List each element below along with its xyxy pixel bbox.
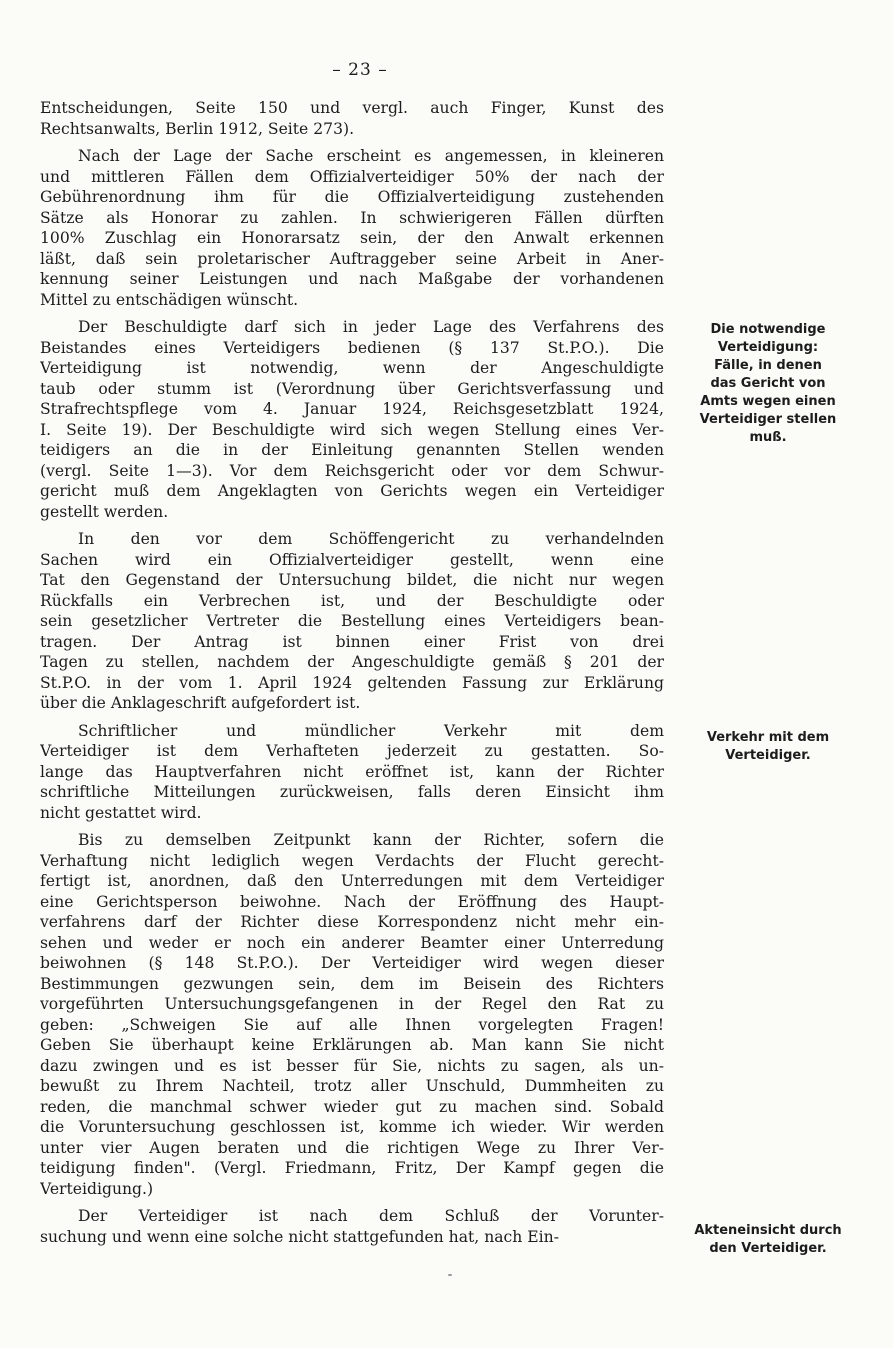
margin-note-line: Akteneinsicht durch xyxy=(694,1223,842,1238)
text-line: geben: „Schweigen Sie auf alle Ihnen vorgelegten Fragen! xyxy=(40,1015,664,1034)
text-line: Verteidiger ist dem Verhafteten jederzeit zu gestatten. So- xyxy=(40,742,664,760)
text-line: Entscheidungen, Seite 150 und vergl. auch Finger, Kunst des xyxy=(40,99,664,117)
text-line: Mittel zu entschädigen wünscht. xyxy=(40,290,299,309)
text-line: fertigt ist, anordnen, daß den Unterredungen mit dem Verteidiger xyxy=(40,872,664,890)
text-line: beiwohnen (§ 148 St.P.O.). Der Verteidiger wird wegen dieser xyxy=(40,954,664,972)
margin-note-line: das Gericht von xyxy=(710,376,826,391)
text-line: unter vier Augen beraten und die richtigen Wege zu Ihrer Ver- xyxy=(40,1138,664,1157)
text-line: St.P.O. in der vom 1. April 1924 geltenden Fassung zur Erklärung xyxy=(40,673,664,692)
text-line: Nach der Lage der Sache erscheint es angemessen, in kleineren xyxy=(78,147,664,165)
text-line: gestellt werden. xyxy=(40,502,169,521)
paragraph xyxy=(40,721,664,824)
margin-note-line: Verteidiger. xyxy=(725,748,811,763)
paragraph xyxy=(40,98,664,139)
text-line: teidigung finden". (Vergl. Friedmann, Fritz, Der Kampf gegen die xyxy=(40,1159,664,1177)
text-line: Tagen zu stellen, nachdem der Angeschuldigte gemäß § 201 der xyxy=(40,653,664,671)
text-line: vorgeführten Untersuchungsgefangenen in der Regel den Rat zu xyxy=(40,995,664,1013)
text-line: Bis zu demselben Zeitpunkt kann der Richter, sofern die xyxy=(78,831,664,849)
page-number: – 23 – xyxy=(332,60,388,80)
text-line: gericht muß dem Angeklagten von Gerichts wegen ein Verteidiger xyxy=(40,482,664,500)
margin-note-line: Die notwendige xyxy=(710,322,826,337)
paragraph xyxy=(40,529,664,714)
text-line: Bestimmungen gezwungen sein, dem im Beisein des Richters xyxy=(40,974,664,993)
text-line: kennung seiner Leistungen und nach Maßgabe der vorhandenen xyxy=(40,270,664,288)
text-line: sein gesetzlicher Vertreter die Bestellung eines Verteidigers bean- xyxy=(40,612,664,630)
text-line: Verhaftung nicht lediglich wegen Verdachts der Flucht gerecht- xyxy=(40,851,664,870)
text-line: I. Seite 19). Der Beschuldigte wird sich wegen Stellung eines Ver- xyxy=(40,420,664,439)
text-line: Verteidigung.) xyxy=(40,1179,154,1198)
paragraph xyxy=(40,830,664,1199)
text-line: Verteidigung ist notwendig, wenn der Angeschuldigte xyxy=(40,359,664,377)
text-line: läßt, daß sein proletarischer Auftraggeber seine Arbeit in Aner- xyxy=(40,249,664,268)
text-line: suchung und wenn eine solche nicht stattgefunden hat, nach Ein- xyxy=(40,1227,559,1246)
text-line: Rückfalls ein Verbrechen ist, und der Beschuldigte oder xyxy=(40,591,664,610)
text-line: dazu zwingen und es ist besser für Sie, nichts zu sagen, als un- xyxy=(40,1056,664,1075)
text-line: sehen und weder er noch ein anderer Beamter einer Unterredung xyxy=(40,933,664,952)
margin-note-line: Verteidiger stellen xyxy=(699,412,837,427)
margin-note-notwendige-verteidigung xyxy=(688,321,848,447)
text-line: tragen. Der Antrag ist binnen einer Frist von drei xyxy=(40,632,664,651)
text-line: Geben Sie überhaupt keine Erklärungen ab. Man kann Sie nicht xyxy=(40,1036,664,1054)
margin-note-line: muß. xyxy=(749,430,787,445)
text-line: nicht gestattet wird. xyxy=(40,803,202,822)
paragraph xyxy=(40,1206,664,1247)
margin-note-line: Fälle, in denen xyxy=(714,358,822,373)
margin-note-akteneinsicht xyxy=(688,1222,848,1258)
text-line: und mittleren Fällen dem Offizialverteidiger 50% der nach der xyxy=(40,167,664,186)
text-line: Rechtsanwalts, Berlin 1912, Seite 273). xyxy=(40,119,355,138)
text-line: (vergl. Seite 1—3). Vor dem Reichsgericht oder vor dem Schwur- xyxy=(40,461,664,480)
paragraph xyxy=(40,317,664,522)
text-line: Sätze als Honorar zu zahlen. In schwierigeren Fällen dürften xyxy=(40,208,664,227)
text-line: verfahrens darf der Richter diese Korrespondenz nicht mehr ein- xyxy=(40,913,664,931)
margin-note-line: Verkehr mit dem xyxy=(706,730,830,745)
text-line: Schriftlicher und mündlicher Verkehr mit dem xyxy=(78,721,664,740)
print-speck xyxy=(448,1274,452,1276)
text-line: Sachen wird ein Offizialverteidiger gestellt, wenn eine xyxy=(40,550,664,569)
text-line: schriftliche Mitteilungen zurückweisen, falls deren Einsicht ihm xyxy=(40,783,664,801)
text-line: Der Beschuldigte darf sich in jeder Lage des Verfahrens des xyxy=(78,318,664,336)
text-line: Der Verteidiger ist nach dem Schluß der Vorunter- xyxy=(78,1207,664,1225)
margin-note-line: Verteidigung: xyxy=(717,340,819,355)
text-line: In den vor dem Schöffengericht zu verhandelnden xyxy=(78,530,664,548)
text-line: 100% Zuschlag ein Honorarsatz sein, der den Anwalt erkennen xyxy=(40,229,664,247)
text-line: Gebührenordnung ihm für die Offizialverteidigung zustehenden xyxy=(40,188,664,206)
text-line: eine Gerichtsperson beiwohne. Nach der Eröffnung des Haupt- xyxy=(40,892,664,911)
text-line: taub oder stumm ist (Verordnung über Gerichtsverfassung und xyxy=(40,379,664,398)
margin-note-verkehr-mit-verteidiger xyxy=(688,729,848,765)
text-line: Tat den Gegenstand der Untersuchung bildet, die nicht nur wegen xyxy=(40,571,664,589)
margin-note-line: Amts wegen einen xyxy=(700,394,836,409)
body-text xyxy=(40,98,664,1247)
text-line: bewußt zu Ihrem Nachteil, trotz aller Unschuld, Dummheiten zu xyxy=(40,1077,664,1095)
text-line: lange das Hauptverfahren nicht eröffnet ist, kann der Richter xyxy=(40,762,664,781)
text-line: die Voruntersuchung geschlossen ist, komme ich wieder. Wir werden xyxy=(40,1118,664,1136)
text-line: reden, die manchmal schwer wieder gut zu machen sind. Sobald xyxy=(40,1097,664,1116)
text-line: teidigers an die in der Einleitung genannten Stellen wenden xyxy=(40,441,664,459)
margin-note-line: den Verteidiger. xyxy=(709,1241,827,1256)
paragraph xyxy=(40,146,664,310)
text-line: Strafrechtspflege vom 4. Januar 1924, Reichsgesetzblatt 1924, xyxy=(40,400,664,418)
text-line: Beistandes eines Verteidigers bedienen (§ 137 St.P.O.). Die xyxy=(40,338,664,357)
text-line: über die Anklageschrift aufgefordert ist. xyxy=(40,694,361,712)
